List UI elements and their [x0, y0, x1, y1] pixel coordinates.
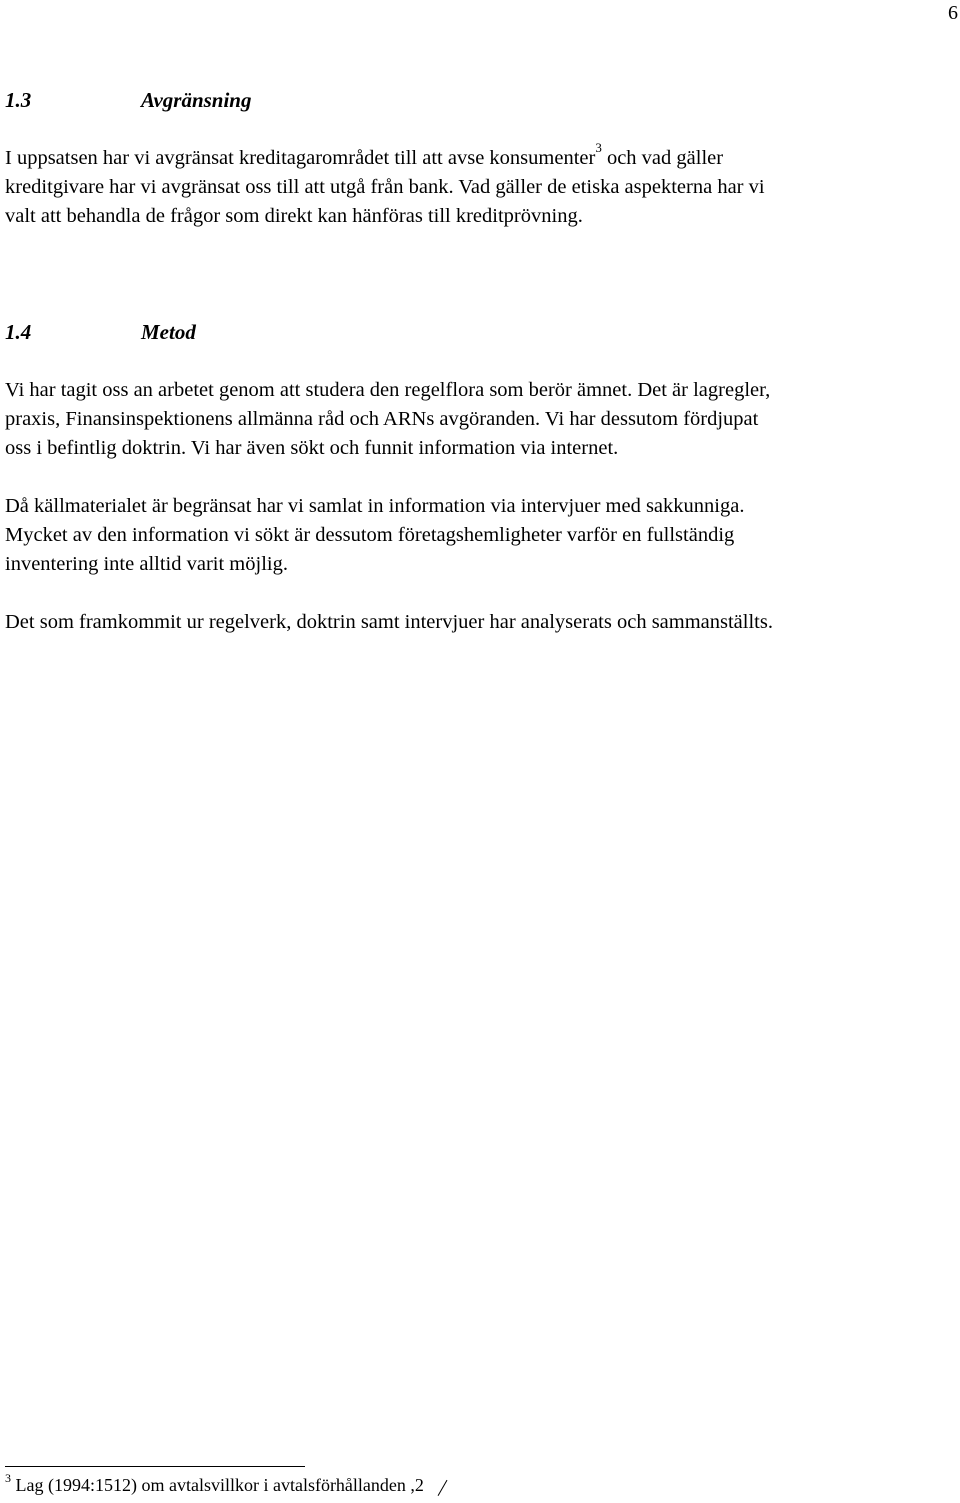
text-line: inventering inte alltid varit möjlig.	[5, 553, 288, 575]
footnote	[5, 1471, 448, 1496]
footnote-rule	[5, 1466, 305, 1467]
paragraph-metod-2	[5, 492, 955, 579]
text-line: praxis, Finansinspektionens allmänna råd och ARNs avgöranden. Vi har dessutom fördjupat	[5, 408, 759, 430]
text-line: Mycket av den information vi sökt är dessutom företagshemligheter varför en fullständig	[5, 524, 735, 546]
footnote-ref: 3	[595, 140, 602, 155]
page-number: 6	[948, 2, 958, 24]
text-line: kreditgivare har vi avgränsat oss till att utgå från bank. Vad gäller de etiska aspekterna har vi	[5, 176, 765, 198]
footnote-text: Lag (1994:1512) om avtalsvillkor i avtalsförhållanden ,2	[11, 1475, 429, 1495]
text-line: I uppsatsen har vi avgränsat kreditagarområdet till att avse konsumenter$^3$ och vad gäller	[5, 140, 724, 169]
paragraph-metod-1	[5, 376, 955, 463]
text-line: Då källmaterialet är begränsat har vi samlat in information via intervjuer med sakkunniga.	[5, 495, 745, 517]
text-line: Vi har tagit oss an arbetet genom att studera den regelflora som berör ämnet. Det är lagregler,	[5, 379, 771, 401]
section-title: Avgränsning	[141, 88, 252, 112]
text-line: Det som framkommit ur regelverk, doktrin samt intervjuer har analyserats och sammanställts.	[5, 611, 773, 633]
section-number: 1.4	[5, 320, 32, 344]
section-number: 1.3	[5, 88, 32, 112]
section-title: Metod	[141, 320, 196, 344]
paragraph-avgransning	[5, 140, 955, 231]
text-line: oss i befintlig doktrin. Vi har även sökt och funnit information via internet.	[5, 437, 619, 459]
text-line: valt att behandla de frågor som direkt kan hänföras till kreditprövning.	[5, 205, 583, 227]
slash-mark-icon	[438, 1479, 448, 1495]
paragraph-metod-3	[5, 608, 955, 637]
footnote-marker: 3	[5, 1471, 11, 1485]
